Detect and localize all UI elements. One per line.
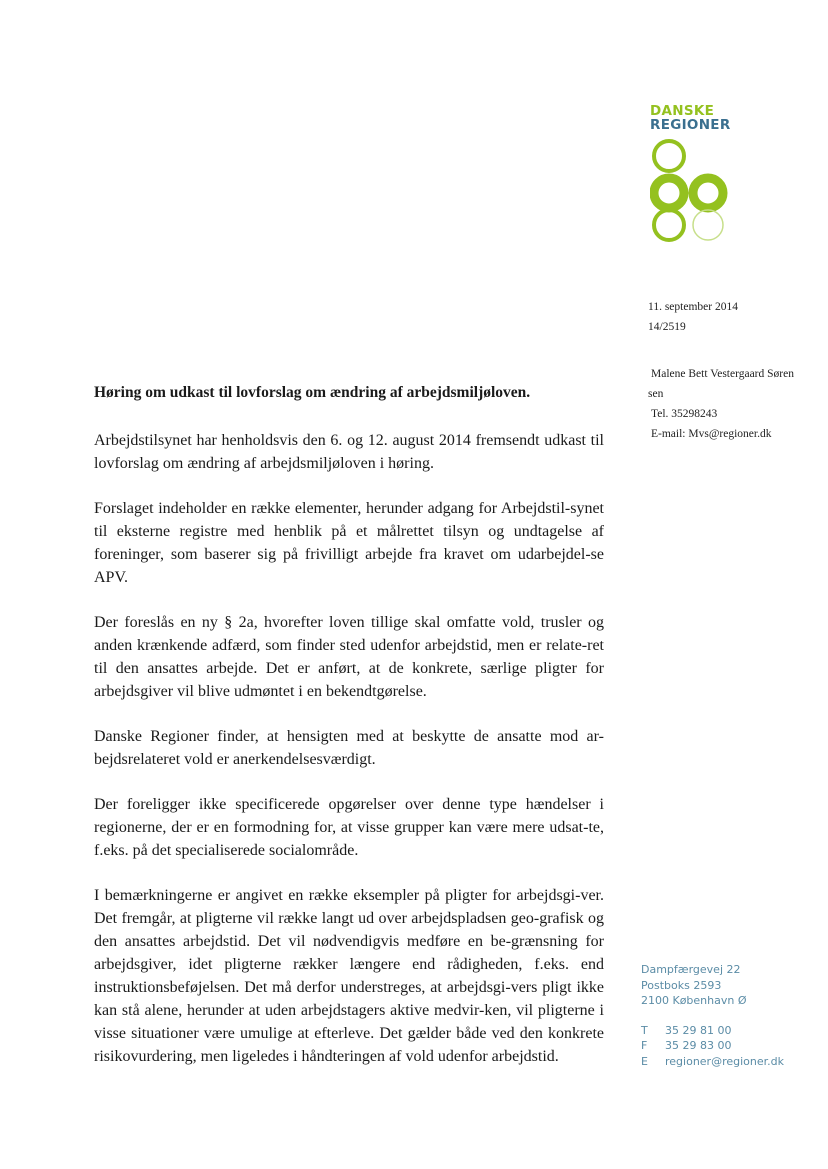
letter-title: Høring om udkast til lovforslag om ændring af arbejdsmiljøloven. [94,384,531,401]
case-number: 14/2519 [648,321,686,333]
contact-email: E-mail: Mvs@regioner.dk [651,428,772,440]
danske-regioner-logo [650,104,740,242]
paragraph-2: Forslaget indeholder en række elementer, herunder adgang for Arbejdstil-synet til eksterne registre med henblik på et målrettet tilsyn og undtagelse af foreninger, som baserer sig på frivilligt arbejde fra kravet om udarbejdel-se APV. [94,500,604,586]
email-key: E [641,1054,648,1068]
letter-meta [648,297,738,337]
contact-name-continued: sen [648,388,664,400]
paragraph-3: Der foreslås en ny § 2a, hvorefter loven tillige skal omfatte vold, trusler og anden krænkende adfærd, som finder sted udenfor arbejdstid, men er relate-ret til den ansattes arbejde. Det er anført, at de konkrete, særlige pligter for arbejdsgiver vil blive udmøntet i en bekendtgørelse. [94,614,604,700]
paragraph-4: Danske Regioner finder, at hensigten med at beskytte de ansatte mod ar-bejdsrelateret vold er anerkendelsesværdigt. [94,728,604,768]
logo-line-1: DANSKE [650,103,715,119]
address-street: Dampfærgevej 22 [641,963,741,976]
address-fax-row [641,1038,784,1054]
address-city: 2100 København Ø [641,994,747,1007]
address-email-row [641,1054,784,1070]
logo-circles-icon [650,138,730,242]
address-block [641,962,784,1069]
paragraph-5: Der foreligger ikke specificerede opgørelser over denne type hændelser i regionerne, der er en formodning for, at visse grupper kan være mere udsat-te, f.eks. på det specialiserede socialområde. [94,796,604,859]
fax-key: F [641,1039,648,1052]
address-fax: 35 29 83 00 [665,1039,732,1052]
address-phone-row [641,1023,784,1039]
address-phone: 35 29 81 00 [665,1023,732,1037]
logo-line-2: REGIONER [650,117,731,133]
letter-date: 11. september 2014 [648,301,738,313]
contact-phone: Tel. 35298243 [651,408,718,420]
logo-wordmark [650,104,740,132]
contact-name: Malene Bett Vestergaard Søren [651,368,794,380]
letter-body [94,429,604,1090]
paragraph-6: I bemærkningerne er angivet en række eksempler på pligter for arbejdsgi-ver. Det fremgår, at pligterne vil række langt ud over arbejdspladsen geo-grafisk og den ansattes arbejdstid. Det vil nødvendigvis medføre en be-grænsning for arbejdsgiver, idet pligterne rækker længere end rådigheden, f.eks. end instruktionsbeføjelsen. Det må derfor understreges, at arbejdsgi-vers pligt ikke kan stå alene, herunder at uden arbejdstagers aktive medvir-ken, vil pligterne i visse situationer være umulige at efterleve. Det gælder både ved den konkrete risikovurdering, men ligeledes i håndteringen af vold udenfor arbejdstid. [94,887,604,1065]
contact-block [648,364,818,444]
paragraph-1: Arbejdstilsynet har henholdsvis den 6. og 12. august 2014 fremsendt udkast til lovforslag om ændring af arbejdsmiljøloven i høring. [94,432,604,472]
address-pobox: Postboks 2593 [641,978,722,992]
address-email: regioner@regioner.dk [665,1054,784,1068]
phone-key: T [641,1023,648,1037]
